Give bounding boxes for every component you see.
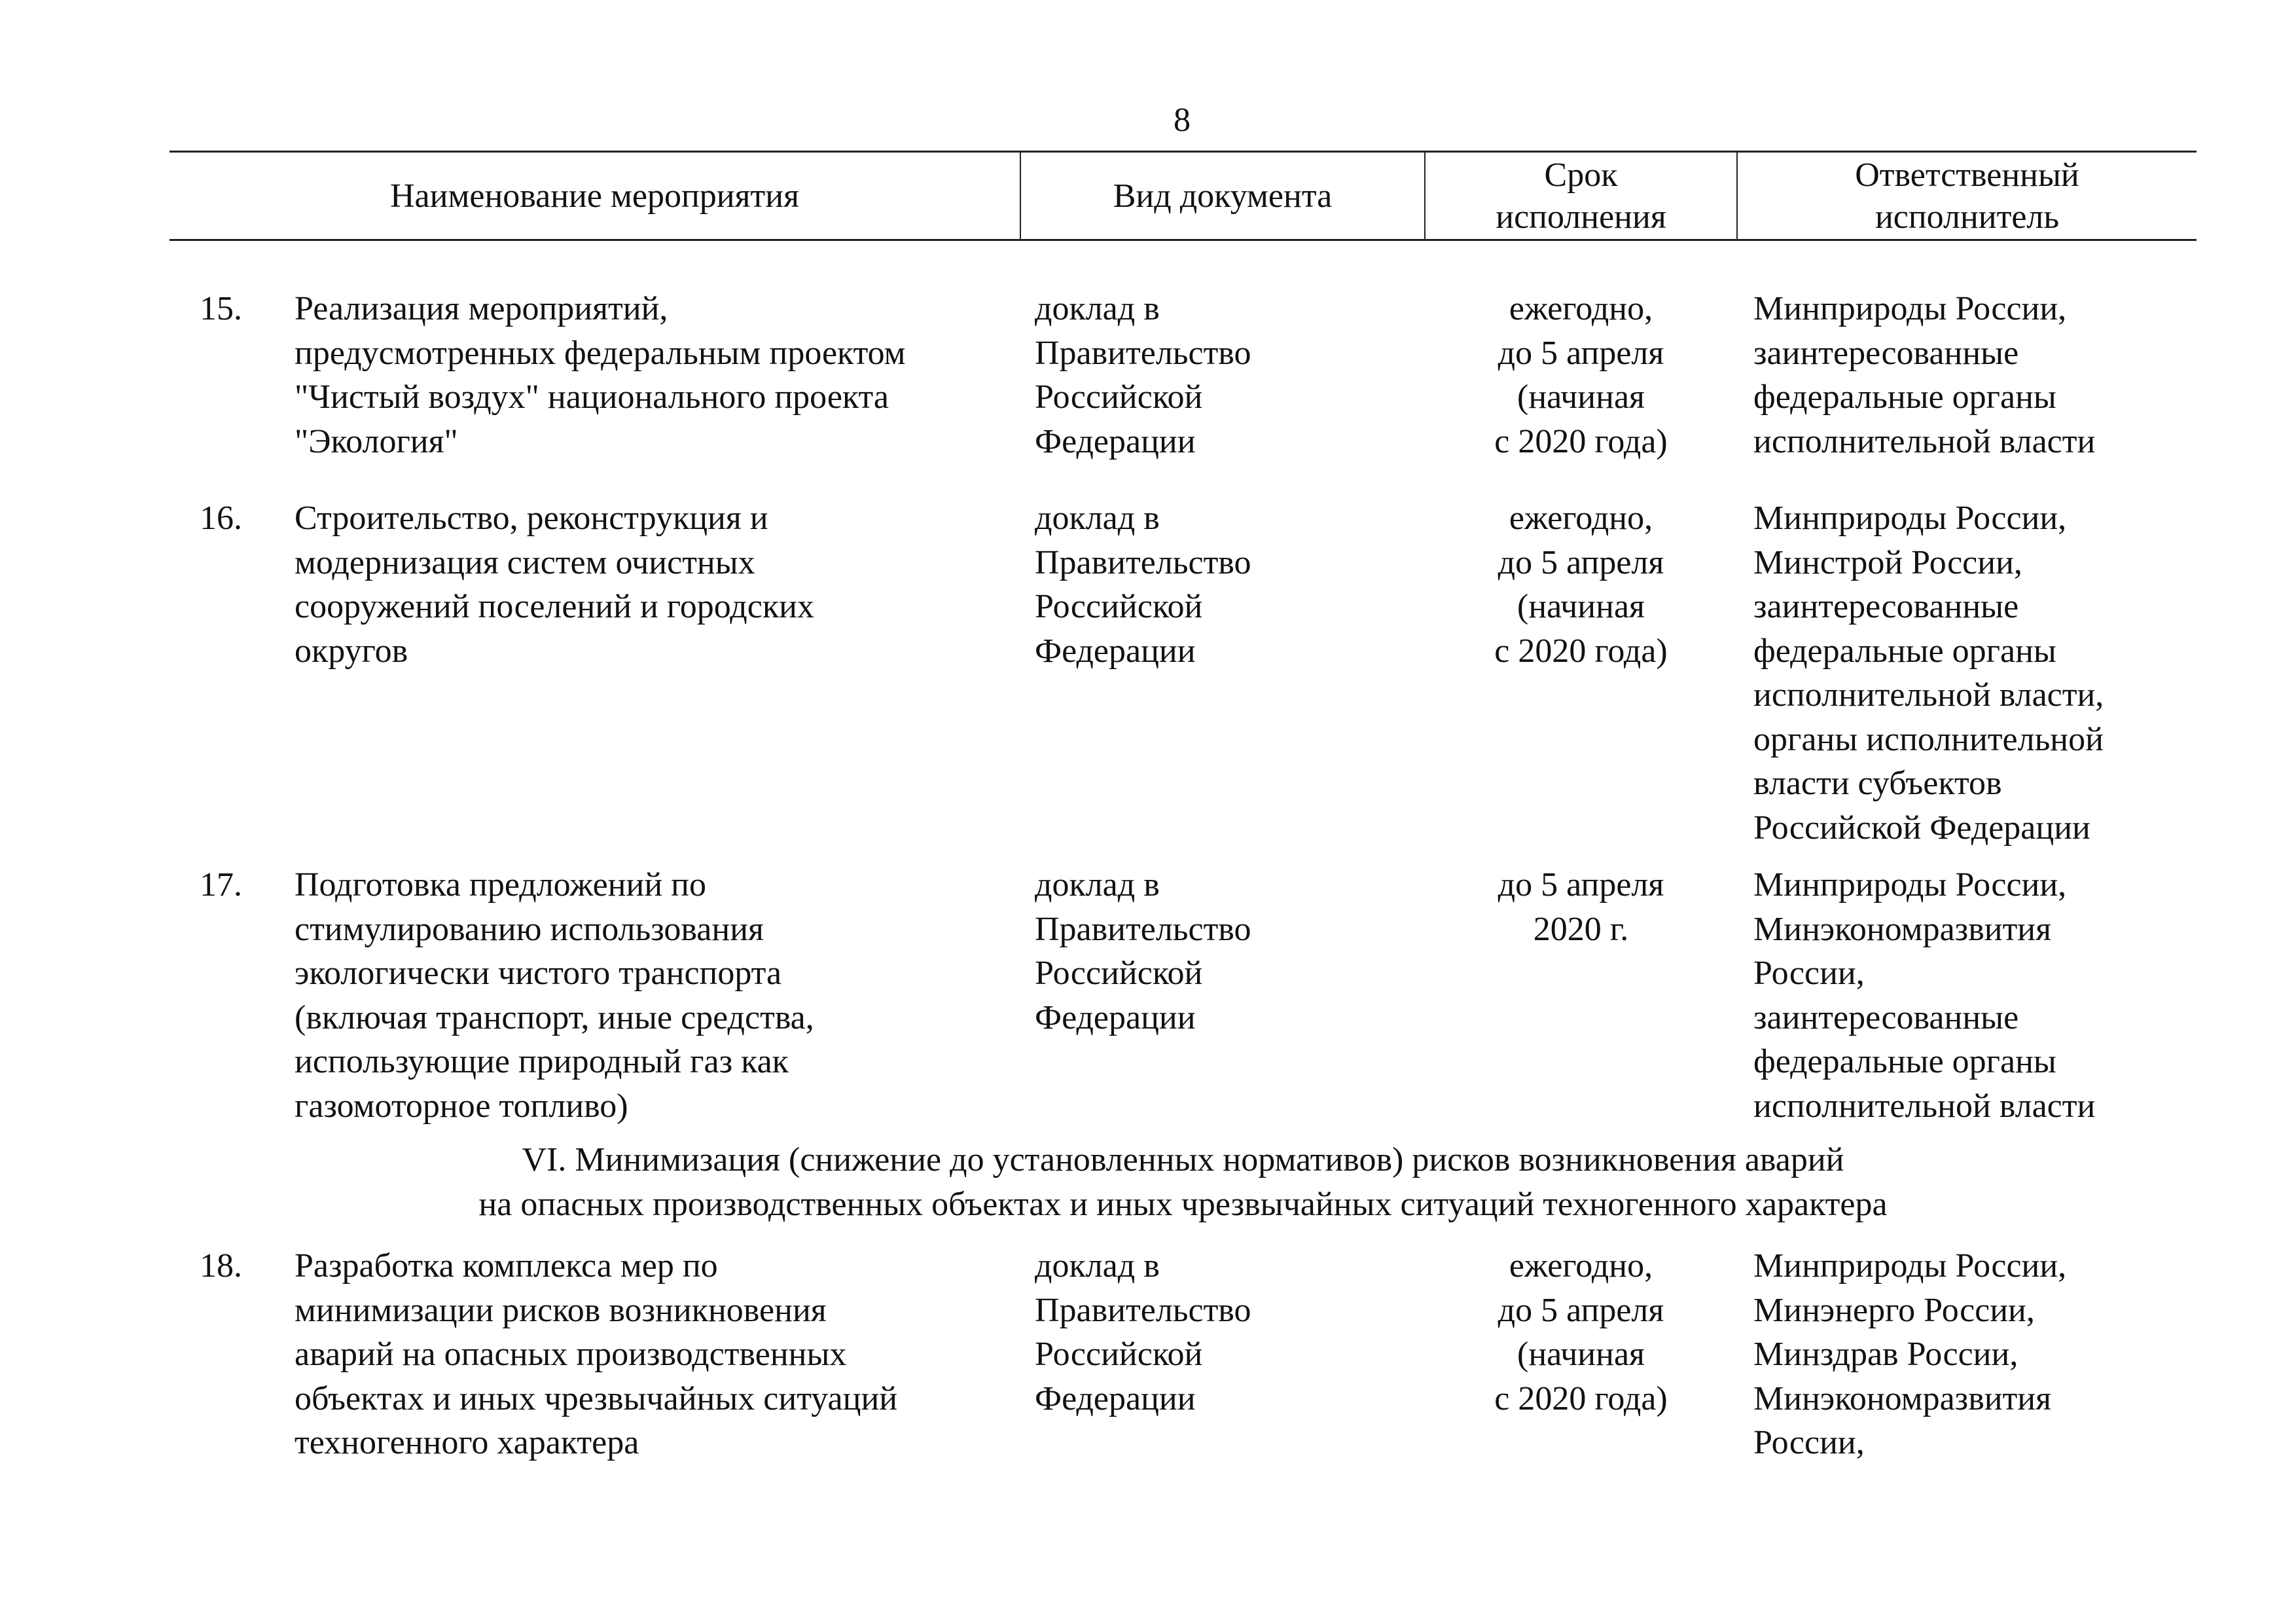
deadline-line: 2020 г. bbox=[1533, 910, 1629, 948]
row-number: 16. bbox=[200, 500, 242, 537]
event-name-line: Разработка комплекса мер по bbox=[295, 1247, 718, 1285]
responsible-executor-line: Минэкономразвития bbox=[1753, 1379, 2052, 1417]
responsible-executor-line: Минэнерго России, bbox=[1753, 1291, 2035, 1329]
document-type-line: доклад в bbox=[1035, 500, 1160, 537]
document-type-line: Федерации bbox=[1035, 1379, 1196, 1417]
event-name-line: техногенного характера bbox=[295, 1424, 639, 1461]
header-responsible-line: исполнитель bbox=[1874, 198, 2060, 236]
section-heading-line: на опасных производственных объектах и иных чрезвычайных ситуаций техногенного характера bbox=[478, 1185, 1888, 1223]
document-type-line: доклад в bbox=[1035, 1247, 1160, 1285]
header-name-text: Наименование мероприятия bbox=[390, 177, 799, 215]
responsible-executor-line: исполнительной власти bbox=[1753, 422, 2096, 460]
deadline-cell bbox=[1425, 863, 1737, 951]
event-name-line: Подготовка предложений по bbox=[295, 866, 706, 903]
event-name-line: аварий на опасных производственных bbox=[295, 1336, 847, 1373]
document-type-line: Правительство bbox=[1035, 910, 1251, 948]
deadline-line: до 5 апреля bbox=[1498, 1291, 1664, 1329]
responsible-executor-line: власти субъектов bbox=[1753, 765, 2002, 802]
responsible-executor-line: федеральные органы bbox=[1753, 1043, 2056, 1080]
header-name bbox=[170, 152, 1020, 240]
event-name-cell bbox=[295, 287, 1014, 464]
header-responsible bbox=[1738, 152, 2197, 240]
responsible-executor-line: Минприроды России, bbox=[1753, 1247, 2067, 1285]
document-type-cell bbox=[1035, 287, 1401, 464]
section-heading bbox=[170, 1138, 2197, 1226]
responsible-executor-line: Минприроды России, bbox=[1753, 866, 2067, 903]
responsible-executor-cell bbox=[1753, 1244, 2212, 1465]
event-name-line: модернизация систем очистных bbox=[295, 543, 755, 581]
responsible-executor-line: Минэкономразвития bbox=[1753, 910, 2052, 948]
document-type-line: Правительство bbox=[1035, 1291, 1251, 1329]
deadline-line: ежегодно, bbox=[1509, 500, 1653, 537]
event-name-line: "Экология" bbox=[295, 422, 458, 460]
header-doc-type bbox=[1021, 152, 1424, 240]
responsible-executor-cell bbox=[1753, 863, 2212, 1128]
event-name-line: использующие природный газ как bbox=[295, 1043, 789, 1080]
document-type-line: доклад в bbox=[1035, 290, 1160, 327]
event-name-cell bbox=[295, 1244, 1014, 1465]
event-name-line: Строительство, реконструкция и bbox=[295, 500, 768, 537]
deadline-line: с 2020 года) bbox=[1494, 422, 1668, 460]
document-type-line: Российской bbox=[1035, 955, 1203, 992]
document-type-line: доклад в bbox=[1035, 866, 1160, 903]
responsible-executor-line: исполнительной власти bbox=[1753, 1087, 2096, 1125]
responsible-executor-line: России, bbox=[1753, 1424, 1865, 1461]
responsible-executor-line: России, bbox=[1753, 955, 1865, 992]
responsible-executor-line: федеральные органы bbox=[1753, 378, 2056, 416]
deadline-cell bbox=[1425, 1244, 1737, 1421]
header-doc-type-text: Вид документа bbox=[1113, 177, 1333, 215]
event-name-cell bbox=[295, 863, 1014, 1128]
responsible-executor-line: Минздрав России, bbox=[1753, 1336, 2018, 1373]
document-type-cell bbox=[1035, 1244, 1401, 1421]
event-name-line: сооружений поселений и городских bbox=[295, 588, 814, 625]
responsible-executor-line: органы исполнительной bbox=[1753, 720, 2104, 758]
document-type-cell bbox=[1035, 863, 1401, 1040]
responsible-executor-cell bbox=[1753, 287, 2212, 464]
deadline-line: до 5 апреля bbox=[1498, 334, 1664, 372]
document-type-line: Правительство bbox=[1035, 543, 1251, 581]
event-name-line: Реализация мероприятий, bbox=[295, 290, 668, 327]
responsible-executor-line: Российской Федерации bbox=[1753, 809, 2090, 847]
event-name-line: стимулированию использования bbox=[295, 910, 764, 948]
responsible-executor-line: заинтересованные bbox=[1753, 588, 2019, 625]
header-deadline-line: Срок bbox=[1544, 156, 1618, 194]
responsible-executor-line: заинтересованные bbox=[1753, 998, 2019, 1036]
responsible-executor-line: Минприроды России, bbox=[1753, 290, 2067, 327]
deadline-line: до 5 апреля bbox=[1498, 543, 1664, 581]
responsible-executor-line: заинтересованные bbox=[1753, 334, 2019, 372]
event-name-line: экологически чистого транспорта bbox=[295, 955, 782, 992]
document-type-cell bbox=[1035, 496, 1401, 673]
event-name-line: (включая транспорт, иные средства, bbox=[295, 998, 814, 1036]
deadline-line: с 2020 года) bbox=[1494, 1379, 1668, 1417]
document-type-line: Правительство bbox=[1035, 334, 1251, 372]
responsible-executor-line: федеральные органы bbox=[1753, 632, 2056, 670]
event-name-line: предусмотренных федеральным проектом bbox=[295, 334, 906, 372]
deadline-line: ежегодно, bbox=[1509, 290, 1653, 327]
header-deadline bbox=[1426, 152, 1736, 240]
row-number: 18. bbox=[200, 1247, 242, 1285]
document-type-line: Федерации bbox=[1035, 422, 1196, 460]
row-number: 15. bbox=[200, 290, 242, 327]
document-type-line: Федерации bbox=[1035, 632, 1196, 670]
deadline-line: до 5 апреля bbox=[1498, 866, 1664, 903]
event-name-line: газомоторное топливо) bbox=[295, 1087, 628, 1125]
event-name-cell bbox=[295, 496, 1014, 673]
event-name-line: округов bbox=[295, 632, 408, 670]
deadline-cell bbox=[1425, 496, 1737, 673]
deadline-line: (начиная bbox=[1517, 588, 1645, 625]
document-type-line: Российской bbox=[1035, 588, 1203, 625]
responsible-executor-cell bbox=[1753, 496, 2212, 850]
event-name-line: минимизации рисков возникновения bbox=[295, 1291, 827, 1329]
document-type-line: Российской bbox=[1035, 1336, 1203, 1373]
section-heading-line: VI. Минимизация (снижение до установленных нормативов) рисков возникновения аварий bbox=[522, 1141, 1844, 1178]
deadline-line: ежегодно, bbox=[1509, 1247, 1653, 1285]
header-deadline-line: исполнения bbox=[1496, 198, 1666, 236]
deadline-line: с 2020 года) bbox=[1494, 632, 1668, 670]
responsible-executor-line: исполнительной власти, bbox=[1753, 676, 2104, 714]
responsible-executor-line: Минприроды России, bbox=[1753, 500, 2067, 537]
header-responsible-line: Ответственный bbox=[1855, 156, 2079, 194]
deadline-line: (начиная bbox=[1517, 1336, 1645, 1373]
event-name-line: "Чистый воздух" национального проекта bbox=[295, 378, 889, 416]
deadline-cell bbox=[1425, 287, 1737, 464]
page-number: 8 bbox=[1174, 101, 1191, 139]
document-type-line: Федерации bbox=[1035, 998, 1196, 1036]
row-number: 17. bbox=[200, 866, 242, 903]
responsible-executor-line: Минстрой России, bbox=[1753, 543, 2022, 581]
document-type-line: Российской bbox=[1035, 378, 1203, 416]
event-name-line: объектах и иных чрезвычайных ситуаций bbox=[295, 1379, 898, 1417]
deadline-line: (начиная bbox=[1517, 378, 1645, 416]
